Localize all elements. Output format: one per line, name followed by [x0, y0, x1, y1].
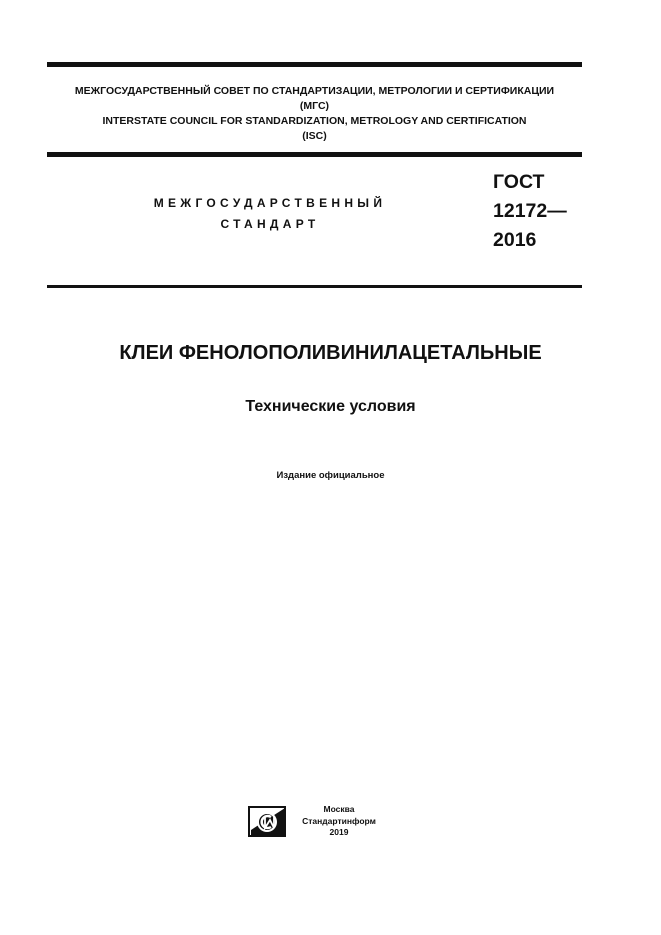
edition-note: Издание официальное — [276, 470, 385, 481]
gost-number: 12172— — [493, 200, 567, 222]
council-en-name: INTERSTATE COUNCIL FOR STANDARDIZATION, METROLOGY AND CERTIFICATION — [102, 115, 527, 127]
council-ru-abbr: (МГС) — [299, 100, 330, 112]
document-title: КЛЕИ ФЕНОЛОПОЛИВИНИЛАЦЕТАЛЬНЫЕ — [119, 342, 542, 364]
gost-designation — [493, 168, 567, 255]
gost-prefix: ГОСТ — [493, 171, 545, 193]
publisher-name: Стандартинформ — [302, 815, 376, 826]
council-en-abbr: (ISC) — [302, 130, 327, 142]
header-rule — [47, 152, 582, 157]
publisher-year: 2019 — [329, 827, 349, 837]
standard-type-label — [100, 193, 440, 235]
designation-rule — [47, 285, 582, 288]
standard-type-line1: МЕЖГОСУДАРСТВЕННЫЙ — [153, 196, 387, 210]
top-rule — [47, 62, 582, 67]
standartinform-logo-icon — [248, 804, 288, 838]
publisher-city: Москва — [323, 804, 355, 814]
council-ru-name: МЕЖГОСУДАРСТВЕННЫЙ СОВЕТ ПО СТАНДАРТИЗАЦИИ, МЕТРОЛОГИИ И СЕРТИФИКАЦИИ — [74, 85, 555, 97]
document-subtitle: Технические условия — [245, 398, 416, 415]
publisher-block — [298, 804, 380, 839]
standard-type-line2: СТАНДАРТ — [220, 217, 320, 231]
council-header — [47, 84, 582, 144]
gost-year: 2016 — [493, 229, 537, 251]
